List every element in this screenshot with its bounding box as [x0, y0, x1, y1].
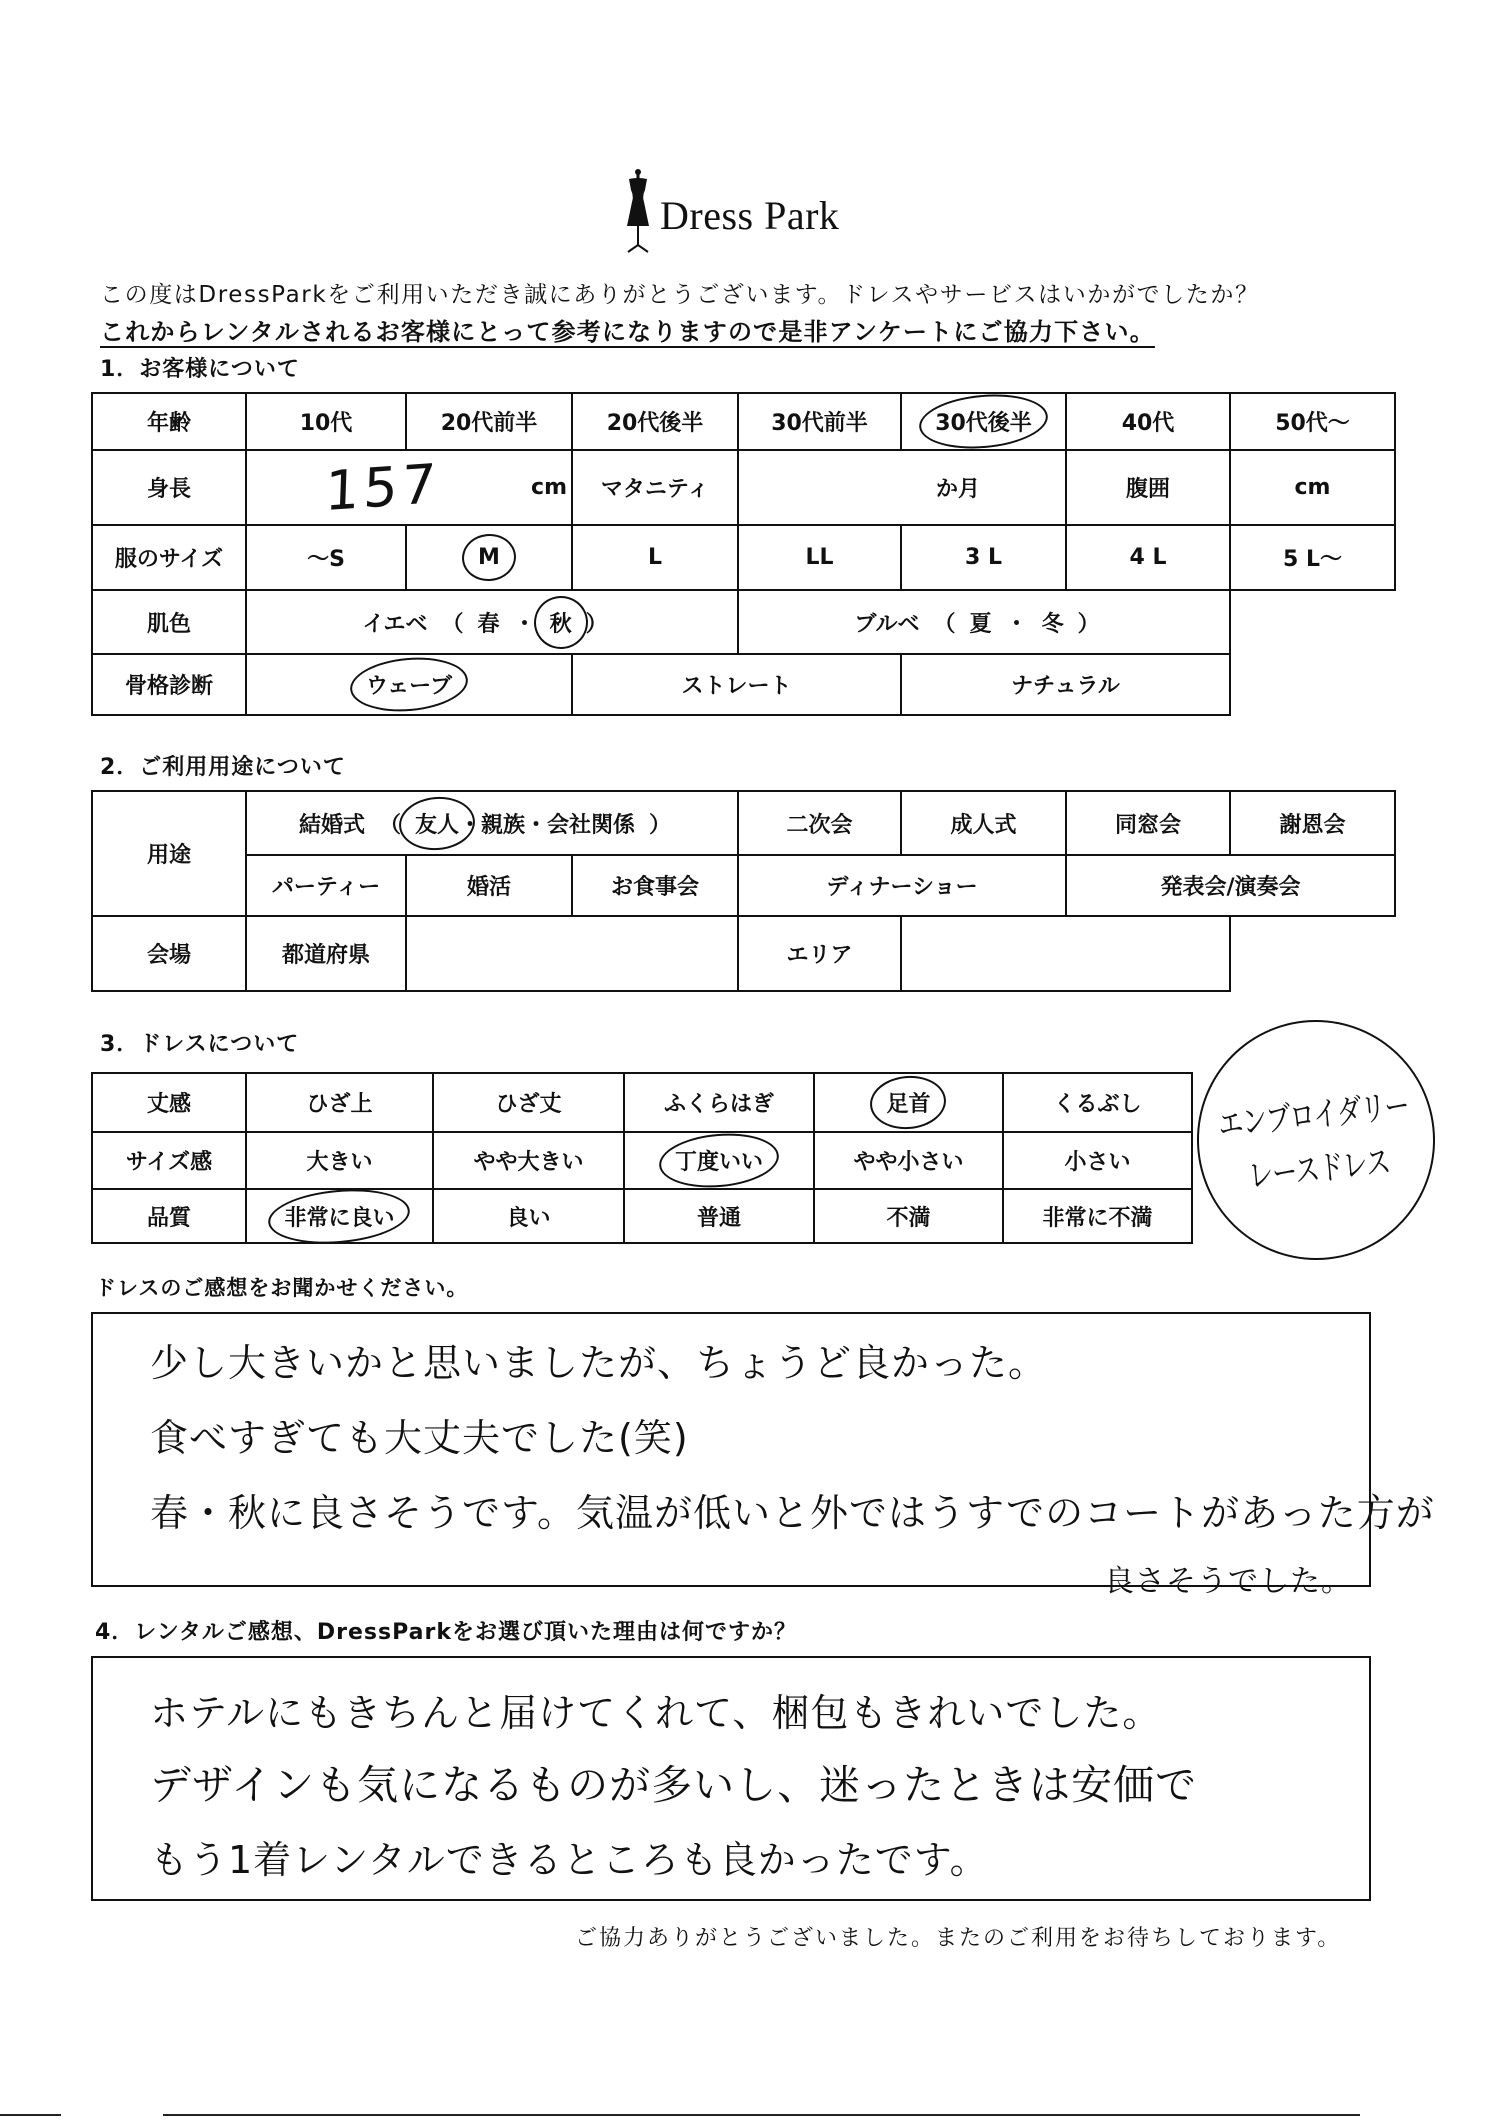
season-option: 秋: [550, 607, 572, 638]
wedding-role: 会社関係: [547, 812, 636, 838]
purpose-row-2: [92, 855, 1395, 916]
length-cell: [624, 1073, 814, 1132]
age-option: 50代～: [1275, 411, 1350, 436]
length-label: 丈感: [92, 1073, 246, 1132]
purpose-option: 婚活: [466, 875, 511, 900]
quality-cell: [814, 1189, 1003, 1243]
age-option: 30代前半: [771, 411, 868, 436]
age-label: 年齢: [92, 393, 246, 450]
prefecture-value: [406, 916, 738, 991]
size-option: ～S: [307, 547, 345, 572]
handwritten-reason-line: もう1着レンタルできるところも良かったです。: [150, 1838, 989, 1882]
section-heading-customer: 1．お客様について: [100, 357, 300, 382]
season-option: 春: [477, 611, 500, 637]
close-paren: ）: [649, 812, 672, 838]
size-cell: [1066, 525, 1230, 590]
separator: ・: [1005, 611, 1028, 637]
intro-greeting: この度はDressParkをご利用いただき誠にありがとうございます。ドレスやサービスはいかがでしたか？: [100, 282, 1260, 308]
handwritten-reason-line: ホテルにもきちんと届けてくれて、梱包もきれいでした。: [150, 1691, 1162, 1735]
fit-cell: [814, 1132, 1003, 1189]
maternity-months: か月: [738, 450, 1066, 525]
section-heading-reasons: 4．レンタルご感想、DressParkをお選び頂いた理由は何ですか？: [95, 1620, 797, 1645]
height-label: 身長: [92, 450, 246, 525]
purpose-option: 成人式: [950, 812, 1017, 838]
fit-option: 丁度いい: [675, 1145, 763, 1176]
wedding-cell: [246, 791, 738, 855]
open-paren: （: [441, 611, 464, 637]
close-paren: ）: [585, 611, 608, 637]
prefecture-label: 都道府県: [246, 916, 406, 991]
size-cell: [246, 525, 406, 590]
venue-row: [92, 916, 1395, 991]
venue-label: 会場: [92, 916, 246, 991]
handwritten-impression-line: 食べすぎても大丈夫でした(笑): [150, 1416, 689, 1460]
area-label: エリア: [738, 916, 901, 991]
size-row: [92, 525, 1395, 590]
size-option: M: [478, 545, 500, 570]
section-heading-usage: 2．ご利用用途について: [100, 755, 346, 780]
quality-cell: [433, 1189, 624, 1243]
season-option: 冬: [1041, 611, 1064, 637]
purpose-cell: [738, 855, 1066, 916]
scan-edge-line: [163, 2114, 1360, 2116]
blue-base-name: ブルベ: [854, 611, 920, 637]
purpose-option: 発表会/演奏会: [1160, 875, 1301, 900]
fit-cell: [433, 1132, 624, 1189]
length-cell: [1003, 1073, 1192, 1132]
brand-name: Dress Park: [660, 193, 840, 238]
age-option: 20代前半: [440, 411, 538, 436]
age-option: 40代: [1121, 411, 1175, 436]
fit-cell: [624, 1132, 814, 1189]
length-option: ひざ上: [306, 1092, 373, 1117]
note-line: エンブロイダリー: [1216, 1085, 1411, 1145]
age-option: 30代後半: [935, 406, 1032, 437]
purpose-cell: [406, 855, 572, 916]
quality-option: 非常に良い: [284, 1201, 394, 1232]
size-cell: [1230, 525, 1395, 590]
season-option: 夏: [969, 611, 992, 637]
size-option: L: [647, 545, 663, 570]
frame-cell: [572, 654, 901, 715]
age-cell: [901, 393, 1066, 450]
fit-option: 小さい: [1064, 1150, 1131, 1175]
wedding-role: 親族: [481, 812, 526, 838]
frame-label: 骨格診断: [92, 654, 246, 715]
handwritten-impression-line: 春・秋に良さそうです。気温が低いと外ではうすでのコートがあった方が: [150, 1491, 1435, 1535]
height-row: [92, 450, 1395, 525]
purpose-cell: [901, 791, 1066, 855]
length-cell: [814, 1073, 1003, 1132]
separator: ・: [458, 812, 481, 838]
dress-table: [91, 1072, 1193, 1244]
frame-option: ナチュラル: [1011, 674, 1120, 699]
section-heading-dress: 3．ドレスについて: [100, 1032, 300, 1057]
size-option: 4 L: [1129, 545, 1167, 570]
size-cell: [572, 525, 738, 590]
quality-cell: [1003, 1189, 1192, 1243]
fit-option: やや大きい: [473, 1150, 584, 1175]
note-line: レースドレス: [1246, 1141, 1392, 1196]
quality-label: 品質: [92, 1189, 246, 1243]
height-unit: cm: [531, 475, 567, 500]
length-option: ふくらはぎ: [663, 1092, 774, 1117]
purpose-option: 謝恩会: [1279, 812, 1346, 838]
fit-cell: [246, 1132, 433, 1189]
quality-cell: [246, 1189, 433, 1243]
handwritten-impression-line: 良さそうでした。: [1104, 1564, 1352, 1599]
empty-space: [1230, 654, 1395, 715]
purpose-cell: [572, 855, 738, 916]
yellow-base-name: イエベ: [362, 611, 428, 637]
separator: ・: [525, 812, 548, 838]
skin-label: 肌色: [92, 590, 246, 654]
handwritten-dress-note: [1185, 1008, 1447, 1272]
age-row: [92, 393, 1395, 450]
age-option: 10代: [299, 411, 353, 436]
handwritten-impression-line: 少し大きいかと思いましたが、ちょうど良かった。: [150, 1341, 1048, 1385]
purpose-option: ディナーショー: [826, 875, 978, 900]
quality-option: 普通: [696, 1205, 741, 1231]
size-option: 3 L: [965, 545, 1002, 570]
height-value: 157: [324, 451, 442, 524]
waist-label: 腹囲: [1066, 450, 1230, 525]
frame-row: [92, 654, 1395, 715]
wedding-role: 友人: [415, 808, 459, 839]
age-cell: [572, 393, 738, 450]
yellow-base-cell: [246, 590, 738, 654]
customer-info-table: [91, 392, 1396, 716]
separator: ・: [513, 611, 536, 637]
fit-row: [92, 1132, 1192, 1189]
quality-option: 良い: [506, 1205, 551, 1231]
empty-space: [1230, 590, 1395, 654]
length-option: くるぶし: [1053, 1092, 1142, 1117]
frame-option: ストレート: [681, 674, 792, 699]
fit-option: やや小さい: [853, 1150, 964, 1175]
size-cell: [901, 525, 1066, 590]
purpose-option: パーティー: [271, 875, 381, 900]
quality-row: [92, 1189, 1192, 1243]
blue-base-cell: [738, 590, 1230, 654]
length-option: ひざ丈: [495, 1092, 562, 1117]
purpose-cell: [1230, 791, 1395, 855]
size-option: 5 L～: [1283, 547, 1342, 572]
age-cell: [1230, 393, 1395, 450]
purpose-option: お食事会: [610, 875, 699, 900]
age-cell: [246, 393, 406, 450]
length-option: 足首: [886, 1087, 930, 1118]
quality-cell: [624, 1189, 814, 1243]
empty-space: [1230, 916, 1395, 991]
scan-edge-line: [0, 2114, 61, 2116]
quality-option: 不満: [886, 1205, 931, 1231]
age-option: 20代後半: [606, 411, 704, 436]
maternity-label: マタニティ: [572, 450, 738, 525]
age-cell: [738, 393, 901, 450]
area-value: [901, 916, 1230, 991]
size-cell: [406, 525, 572, 590]
quality-option: 非常に不満: [1042, 1205, 1153, 1231]
dress-form-icon: [620, 168, 656, 254]
purpose-cell: [738, 791, 901, 855]
size-option: LL: [805, 545, 834, 570]
skin-row: [92, 590, 1395, 654]
footer-thanks: ご協力ありがとうございました。またのご利用をお待ちしております。: [575, 1926, 1342, 1951]
size-label: 服のサイズ: [92, 525, 246, 590]
close-paren: ）: [1077, 611, 1100, 637]
usage-table: [91, 790, 1396, 992]
frame-cell: [246, 654, 572, 715]
height-value-cell: [246, 450, 572, 525]
age-cell: [1066, 393, 1230, 450]
waist-unit: cm: [1230, 450, 1395, 525]
purpose-option: 二次会: [786, 812, 853, 838]
open-paren: （: [378, 812, 401, 838]
length-row: [92, 1073, 1192, 1132]
purpose-row-1: [92, 791, 1395, 855]
frame-cell: [901, 654, 1230, 715]
length-cell: [433, 1073, 624, 1132]
purpose-label: 用途: [92, 791, 246, 916]
wedding-name: 結婚式: [298, 812, 365, 838]
intro-request: これからレンタルされるお客様にとって参考になりますので是非アンケートにご協力下さい。: [100, 318, 1155, 346]
frame-option: ウェーブ: [366, 669, 452, 700]
purpose-cell: [1066, 791, 1230, 855]
handwritten-reason-line: デザインも気になるものが多いし、迷ったときは安価で: [150, 1761, 1198, 1809]
fit-label: サイズ感: [92, 1132, 246, 1189]
fit-option: 大きい: [306, 1150, 373, 1175]
impressions-prompt: ドレスのご感想をお聞かせください。: [95, 1276, 469, 1300]
purpose-cell: [1066, 855, 1395, 916]
purpose-option: 同窓会: [1114, 812, 1181, 838]
purpose-cell: [246, 855, 406, 916]
length-cell: [246, 1073, 433, 1132]
age-cell: [406, 393, 572, 450]
size-cell: [738, 525, 901, 590]
fit-cell: [1003, 1132, 1192, 1189]
open-paren: （: [933, 611, 956, 637]
